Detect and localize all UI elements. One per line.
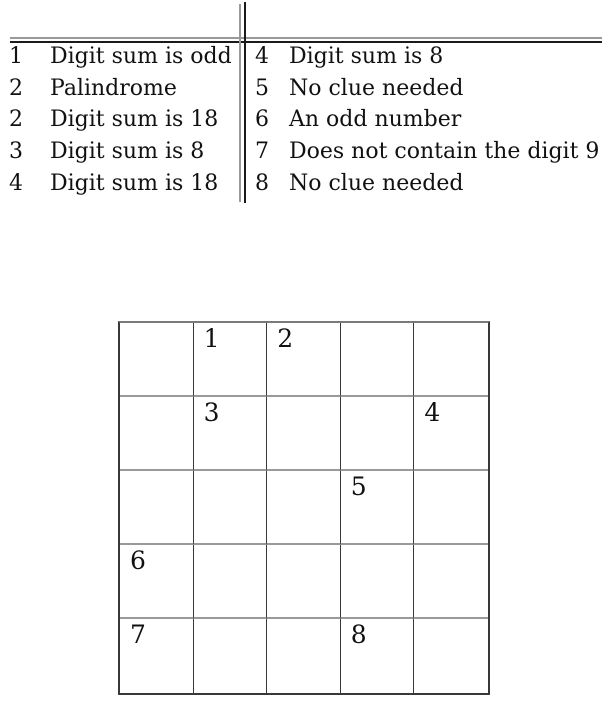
clue-row bbox=[9, 136, 232, 168]
clue-text: Digit sum is 18 bbox=[50, 107, 219, 133]
grid-cell bbox=[267, 397, 341, 471]
clue-row bbox=[9, 168, 232, 200]
cell-number: 7 bbox=[130, 620, 146, 649]
grid-cell bbox=[120, 471, 194, 545]
clues-left-column bbox=[9, 41, 232, 200]
grid-cell bbox=[341, 545, 415, 619]
grid-cell bbox=[414, 397, 488, 471]
clue-number: 1 bbox=[9, 44, 23, 69]
grid-cell bbox=[194, 619, 268, 693]
clue-text: Palindrome bbox=[50, 75, 177, 101]
grid-cell bbox=[267, 323, 341, 397]
grid-cell bbox=[194, 323, 268, 397]
clue-row bbox=[9, 41, 232, 73]
clue-row bbox=[255, 136, 599, 168]
grid-cell bbox=[120, 619, 194, 693]
clue-number: 4 bbox=[9, 170, 23, 196]
clue-text: Digit sum is 18 bbox=[50, 170, 219, 196]
cell-number: 8 bbox=[350, 620, 367, 649]
clue-column-divider-dark bbox=[244, 2, 246, 203]
grid-cell bbox=[120, 323, 194, 397]
grid-cell bbox=[267, 619, 341, 693]
grid-cell bbox=[194, 471, 268, 545]
clue-column-divider-light bbox=[239, 4, 241, 202]
clue-text: Digit sum is 8 bbox=[50, 139, 205, 165]
grid-cell bbox=[194, 545, 268, 619]
grid-cell bbox=[341, 471, 415, 545]
cell-number: 6 bbox=[130, 546, 146, 575]
grid-cell bbox=[341, 397, 415, 471]
grid-cell bbox=[414, 323, 488, 397]
clues-right-column bbox=[255, 41, 599, 200]
clue-text: Digit sum is odd bbox=[50, 44, 232, 69]
clue-number: 4 bbox=[255, 44, 269, 69]
grid-cell bbox=[120, 397, 194, 471]
cell-number: 5 bbox=[350, 472, 367, 501]
clue-row bbox=[255, 41, 599, 73]
cell-number: 2 bbox=[277, 324, 294, 353]
grid-cell bbox=[194, 397, 268, 471]
clue-number: 5 bbox=[255, 75, 269, 101]
clue-table-top-rule-light bbox=[10, 37, 602, 39]
clue-row bbox=[9, 104, 232, 136]
clue-number: 6 bbox=[255, 107, 269, 133]
cell-number: 4 bbox=[424, 398, 441, 427]
grid-cell bbox=[341, 619, 415, 693]
grid-cell bbox=[414, 545, 488, 619]
clue-row bbox=[255, 104, 599, 136]
cell-number: 3 bbox=[203, 398, 220, 427]
clue-number: 2 bbox=[9, 75, 23, 101]
clue-text: No clue needed bbox=[289, 75, 464, 101]
grid-cell bbox=[414, 471, 488, 545]
clue-number: 3 bbox=[9, 139, 23, 165]
grid-cell bbox=[267, 545, 341, 619]
clue-row bbox=[9, 73, 232, 105]
puzzle-grid bbox=[118, 321, 490, 695]
clue-text: An odd number bbox=[289, 107, 462, 133]
clue-row bbox=[255, 168, 599, 200]
clue-number: 7 bbox=[255, 139, 269, 165]
clue-text: No clue needed bbox=[289, 170, 464, 196]
grid-cell bbox=[120, 545, 194, 619]
clue-number: 8 bbox=[255, 170, 269, 196]
clue-number: 2 bbox=[9, 107, 23, 133]
clue-text: Does not contain the digit 9 bbox=[289, 139, 600, 165]
clue-text: Digit sum is 8 bbox=[289, 44, 444, 69]
clue-row bbox=[255, 73, 599, 105]
cell-number: 1 bbox=[203, 324, 220, 353]
grid-cell bbox=[341, 323, 415, 397]
grid-cell bbox=[267, 471, 341, 545]
grid-cell bbox=[414, 619, 488, 693]
